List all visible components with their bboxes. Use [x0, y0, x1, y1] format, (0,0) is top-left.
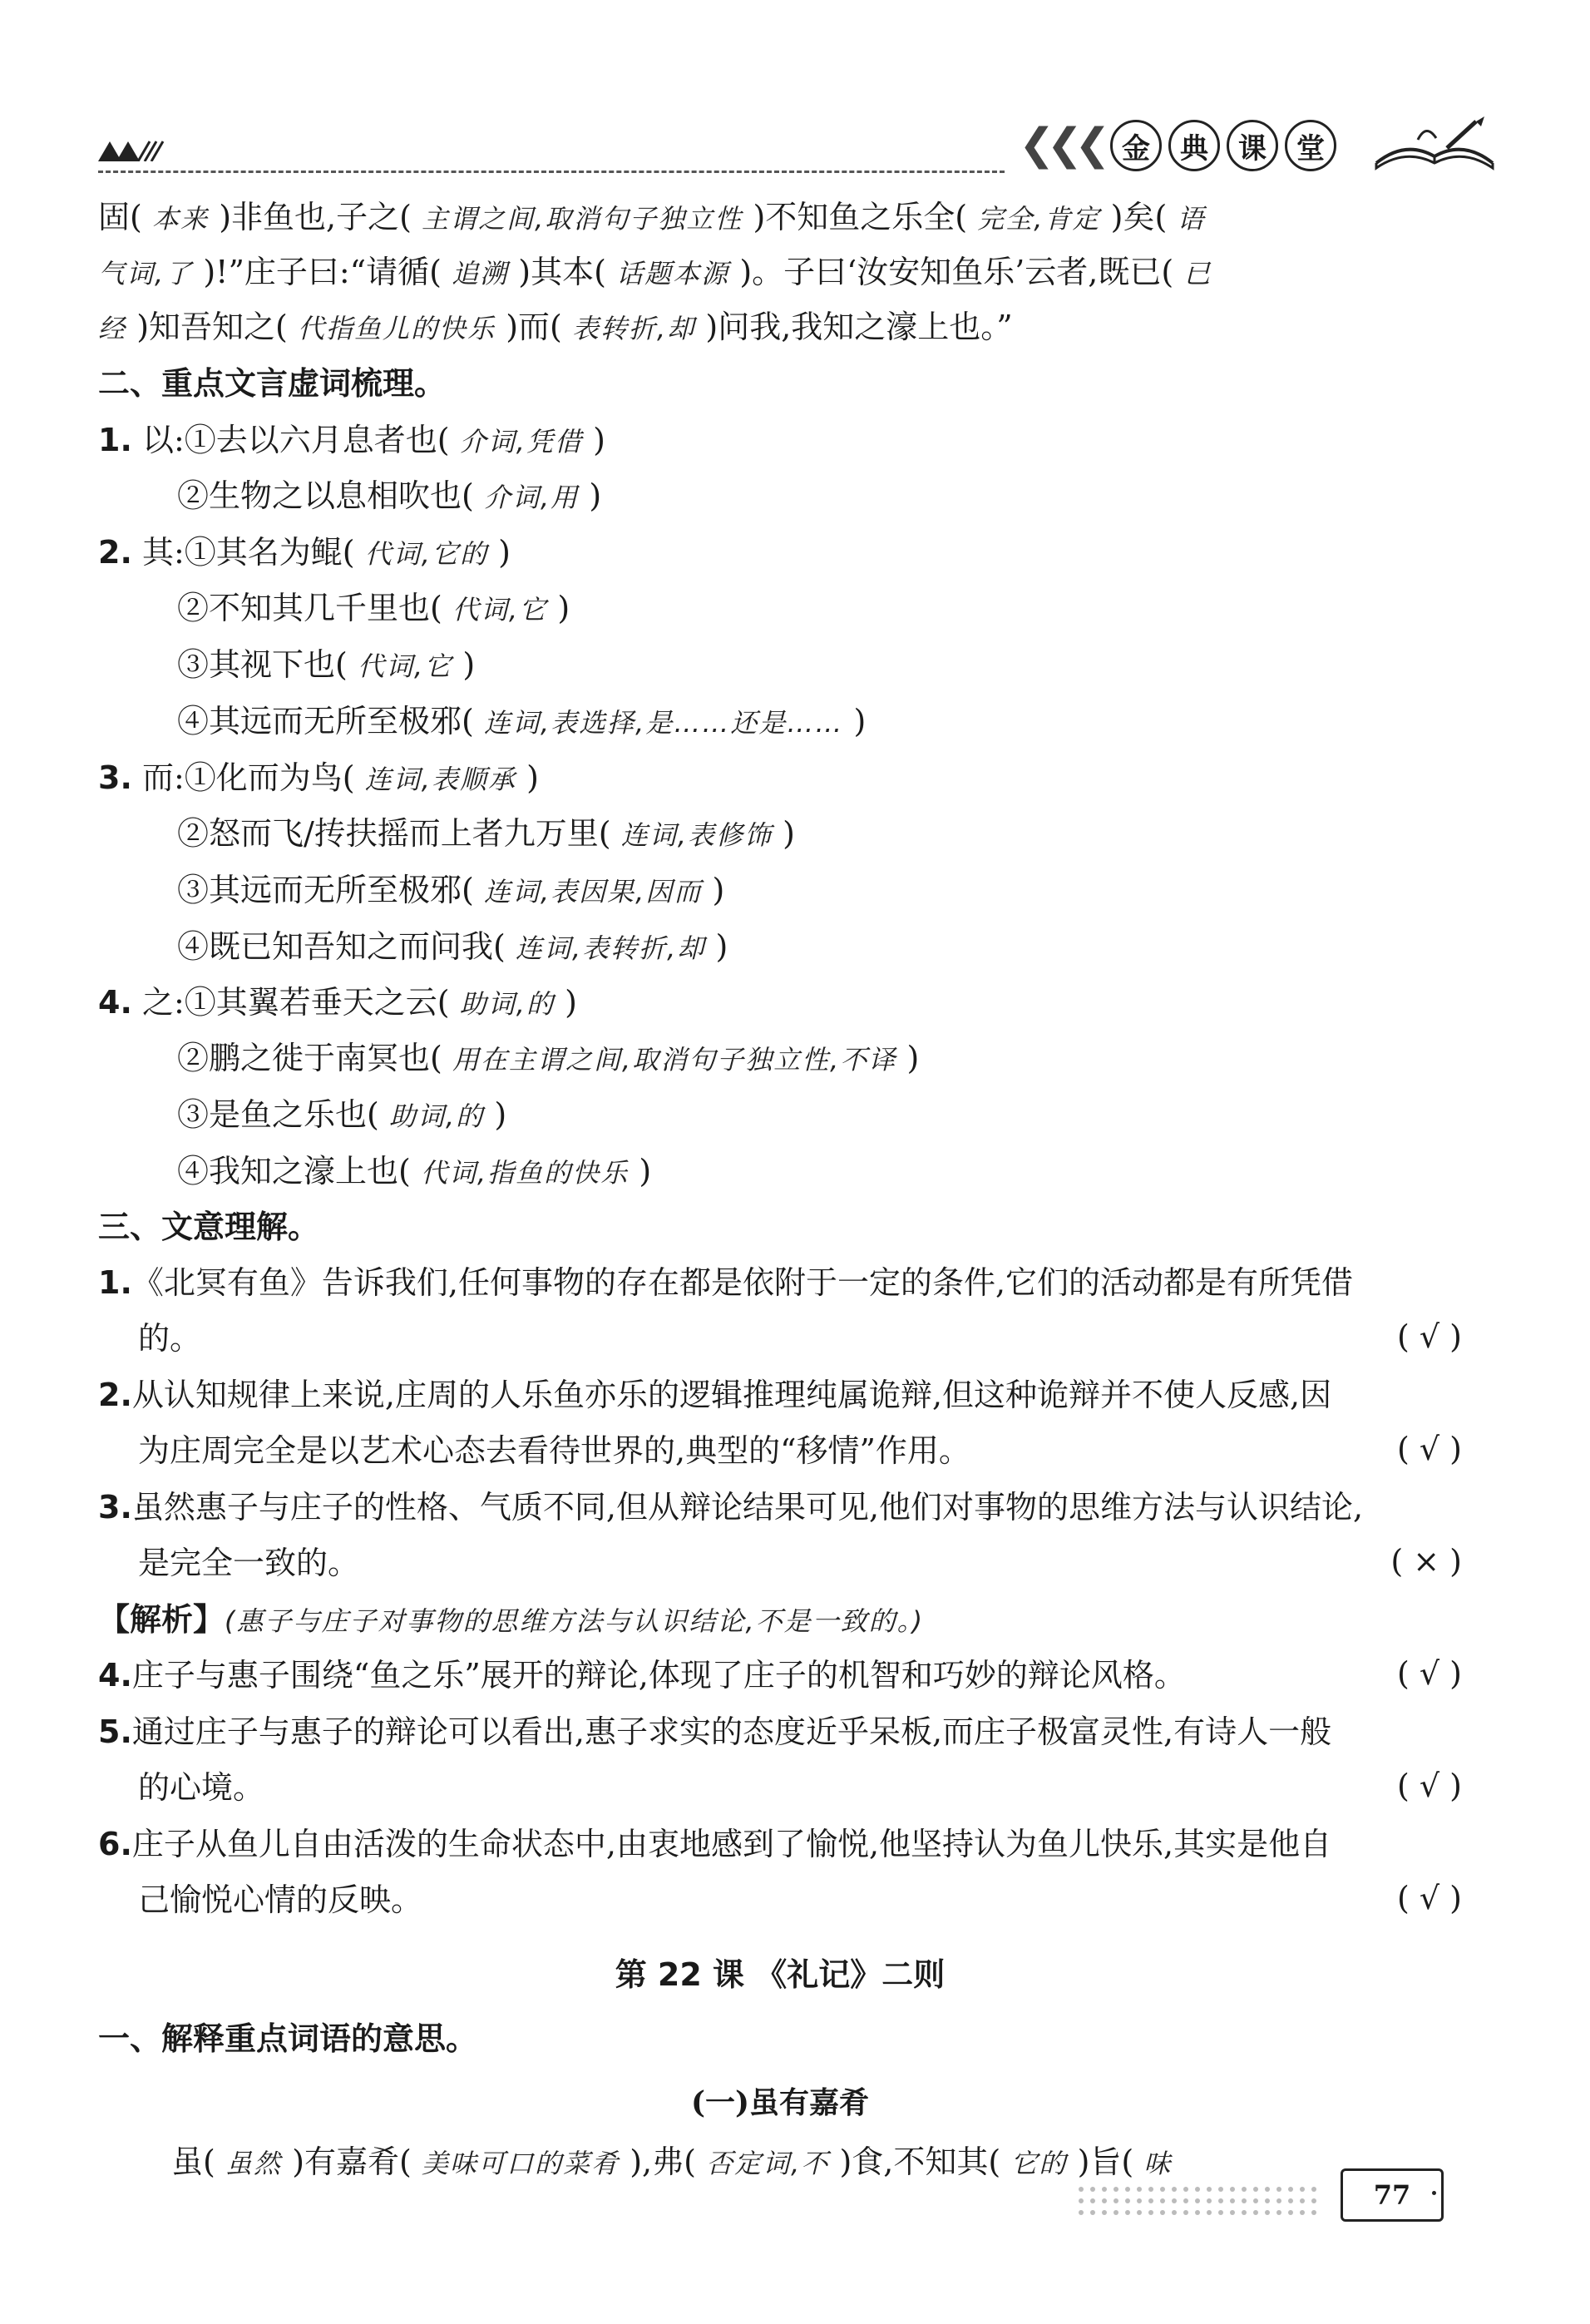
section-heading: 一、解释重点词语的意思。 [98, 2020, 478, 2057]
brand-name: 金 典 课 堂 [1110, 120, 1336, 171]
question-line: 的心境。 [138, 1769, 265, 1806]
page-number: 77 [1341, 2168, 1444, 2222]
brand-logo [1019, 115, 1509, 173]
text-line: 经 )知吾知之( 代指鱼儿的快乐 )而( 表转折,却 )问我,我知之濠上也。” [98, 309, 1013, 345]
list-item: ③其视下也( 代词,它 ) [177, 646, 476, 683]
analysis-line: 【解析】(惠子与庄子对事物的思维方法与认识结论,不是一致的。) [98, 1600, 925, 1638]
answer-mark: ( √ ) [1396, 1431, 1462, 1467]
open-book-icon [1368, 115, 1501, 173]
answer-mark: ( √ ) [1396, 1318, 1462, 1355]
subsection-title: (一)虽有嘉肴 [690, 2085, 870, 2120]
question-line: 4.庄子与惠子围绕“鱼之乐”展开的辩论,体现了庄子的机智和巧妙的辩论风格。 [98, 1657, 1186, 1694]
list-item: 3. 而:①化而为鸟( 连词,表顺承 ) [98, 759, 539, 796]
question-line: 5.通过庄子与惠子的辩论可以看出,惠子求实的态度近乎呆板,而庄子极富灵性,有诗人一般 [98, 1713, 1332, 1750]
text-line: 虽( 虽然 )有嘉肴( 美味可口的菜肴 ),弗( 否定词,不 )食,不知其( 它的 )旨( 味 [171, 2144, 1173, 2180]
question-line: 6.庄子从鱼儿自由活泼的生命状态中,由衷地感到了愉悦,他坚持认为鱼儿快乐,其实是他自 [98, 1826, 1332, 1862]
answer-mark: ( √ ) [1396, 1655, 1462, 1692]
list-item: 2. 其:①其名为鲲( 代词,它的 ) [98, 534, 511, 571]
question-line: 3.虽然惠子与庄子的性格、气质不同,但从辩论结果可见,他们对事物的思维方法与认识结论, [98, 1489, 1364, 1525]
lesson-title: 第 22 课 《礼记》二则 [615, 1956, 946, 1993]
list-item: ②怒而飞/抟扶摇而上者九万里( 连词,表修饰 ) [177, 815, 795, 852]
list-item: ④我知之濠上也( 代词,指鱼的快乐 ) [177, 1153, 652, 1189]
text-line: 固( 本来 )非鱼也,子之( 主谓之间,取消句子独立性 )不知鱼之乐全( 完全,肯定 )矣( 语 [98, 199, 1206, 235]
text-line: 气词,了 )!”庄子曰:“请循( 追溯 )其本( 话题本源 )。子曰‘汝安知鱼乐’云者,既已( 已 [98, 254, 1212, 290]
dot-pattern-icon [1073, 2183, 1331, 2216]
question-line: 是完全一致的。 [138, 1545, 360, 1581]
question-line: 己愉悦心情的反映。 [138, 1881, 423, 1918]
answer-mark: ( × ) [1390, 1543, 1462, 1580]
header-dashed-rule [98, 171, 1005, 173]
list-item: ③是鱼之乐也( 助词,的 ) [177, 1096, 507, 1133]
list-item: ②生物之以息相吹也( 介词,用 ) [177, 477, 602, 514]
chevrons-icon: ❮❮❮ [1019, 120, 1103, 170]
question-line: 2.从认知规律上来说,庄周的人乐鱼亦乐的逻辑推理纯属诡辩,但这种诡辩并不使人反感,因 [98, 1377, 1332, 1413]
section-heading: 三、文意理解。 [98, 1209, 320, 1245]
list-item: ②不知其几千里也( 代词,它 ) [177, 590, 570, 626]
list-item: ③其远而无所至极邪( 连词,表因果,因而 ) [177, 872, 725, 908]
question-line: 为庄周完全是以艺术心态去看待世界的,典型的“移情”作用。 [138, 1432, 970, 1469]
list-item: 1. 以:①去以六月息者也( 介词,凭借 ) [98, 422, 605, 458]
list-item: ④既已知吾知之而问我( 连词,表转折,却 ) [177, 928, 728, 965]
answer-mark: ( √ ) [1396, 1768, 1462, 1804]
list-item: ④其远而无所至极邪( 连词,表选择,是……还是…… ) [177, 703, 867, 739]
question-line: 1.《北冥有鱼》告诉我们,任何事物的存在都是依附于一定的条件,它们的活动都是有所凭借 [98, 1264, 1354, 1301]
header-triangles-icon [98, 140, 165, 161]
answer-mark: ( √ ) [1396, 1880, 1462, 1916]
list-item: 4. 之:①其翼若垂天之云( 助词,的 ) [98, 984, 577, 1021]
section-heading: 二、重点文言虚词梳理。 [98, 365, 447, 402]
question-line: 的。 [138, 1320, 202, 1357]
list-item: ②鹏之徙于南冥也( 用在主谓之间,取消句子独立性,不译 ) [177, 1040, 920, 1076]
